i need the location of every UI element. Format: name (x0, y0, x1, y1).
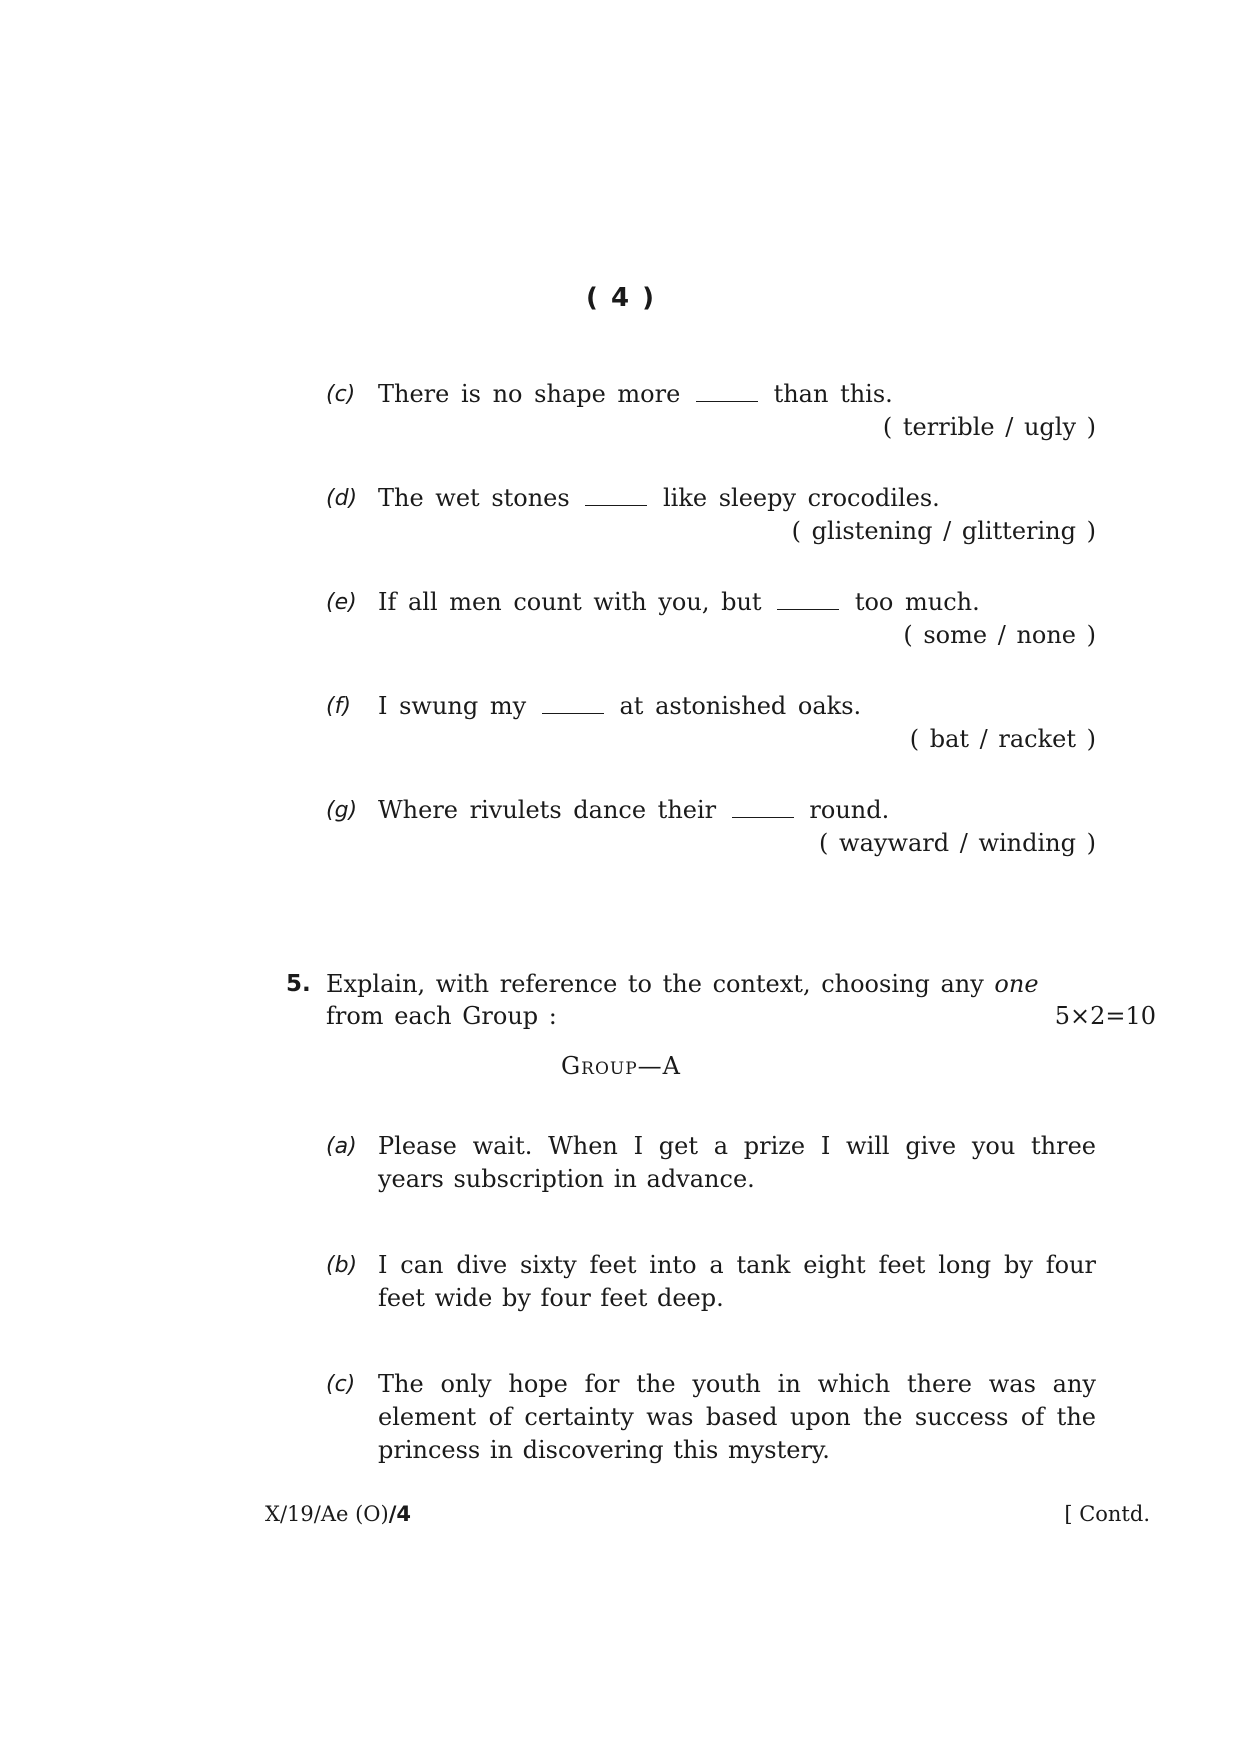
blank-line (585, 487, 647, 506)
item-text-before: I swung my (378, 692, 527, 720)
blank-line (732, 799, 794, 818)
footer-paper-code (265, 1502, 411, 1526)
item-options: ( wayward / winding ) (819, 829, 1096, 857)
item-text-before: Where rivulets dance their (378, 796, 717, 824)
item-options: ( terrible / ugly ) (882, 413, 1096, 441)
question-emphasis: one (994, 970, 1039, 998)
question-marks: 5×2=10 (1054, 1002, 1156, 1030)
page-number: ( 4 ) (586, 283, 656, 313)
item-label: (c) (326, 1372, 356, 1397)
question-number: 5. (286, 971, 311, 997)
item-text-before: The wet stones (378, 484, 570, 512)
question-text-before: Explain, with reference to the context, choosing any (326, 970, 984, 998)
item-label: (a) (326, 1134, 357, 1159)
fill-item-e (326, 586, 1096, 652)
blank-line (542, 695, 604, 714)
item-text-after: than this. (773, 380, 893, 408)
item-label: (b) (326, 1253, 358, 1278)
group-heading: Group—A (560, 1052, 681, 1080)
fill-item-g (326, 794, 1096, 860)
question-text-after: from each Group : (326, 1002, 557, 1030)
fill-item-d (326, 482, 1096, 548)
question-5 (286, 968, 1156, 1032)
item-label: (g) (326, 798, 358, 823)
explain-item-b (326, 1249, 1096, 1315)
explain-item-a (326, 1130, 1096, 1196)
fill-item-c (326, 378, 1096, 444)
fill-item-f (326, 690, 1096, 756)
item-text-after: like sleepy crocodiles. (662, 484, 940, 512)
item-text-after: too much. (854, 588, 980, 616)
blank-line (777, 591, 839, 610)
item-text-before: If all men count with you, but (378, 588, 762, 616)
item-text: The only hope for the youth in which there was any element of certainty was based upon the success of the princess in discovering this mystery. (378, 1370, 1096, 1464)
item-text-after: round. (809, 796, 890, 824)
item-options: ( bat / racket ) (909, 725, 1096, 753)
explain-item-c (326, 1368, 1096, 1467)
item-options: ( glistening / glittering ) (791, 517, 1096, 545)
blank-line (696, 383, 758, 402)
item-label: (d) (326, 486, 358, 511)
paper-code-page: /4 (388, 1502, 411, 1526)
footer-contd: [ Contd. (1064, 1502, 1150, 1526)
item-text: I can dive sixty feet into a tank eight feet long by four feet wide by four feet deep. (378, 1251, 1096, 1312)
paper-code: X/19/Ae (O) (265, 1502, 389, 1526)
item-label: (c) (326, 382, 356, 407)
item-text: Please wait. When I get a prize I will give you three years subscription in advance. (378, 1132, 1096, 1193)
item-text-after: at astonished oaks. (619, 692, 862, 720)
question-text (326, 968, 1096, 1032)
item-options: ( some / none ) (903, 621, 1096, 649)
item-text-before: There is no shape more (378, 380, 681, 408)
item-label: (e) (326, 590, 357, 615)
item-label: (f) (326, 694, 351, 719)
